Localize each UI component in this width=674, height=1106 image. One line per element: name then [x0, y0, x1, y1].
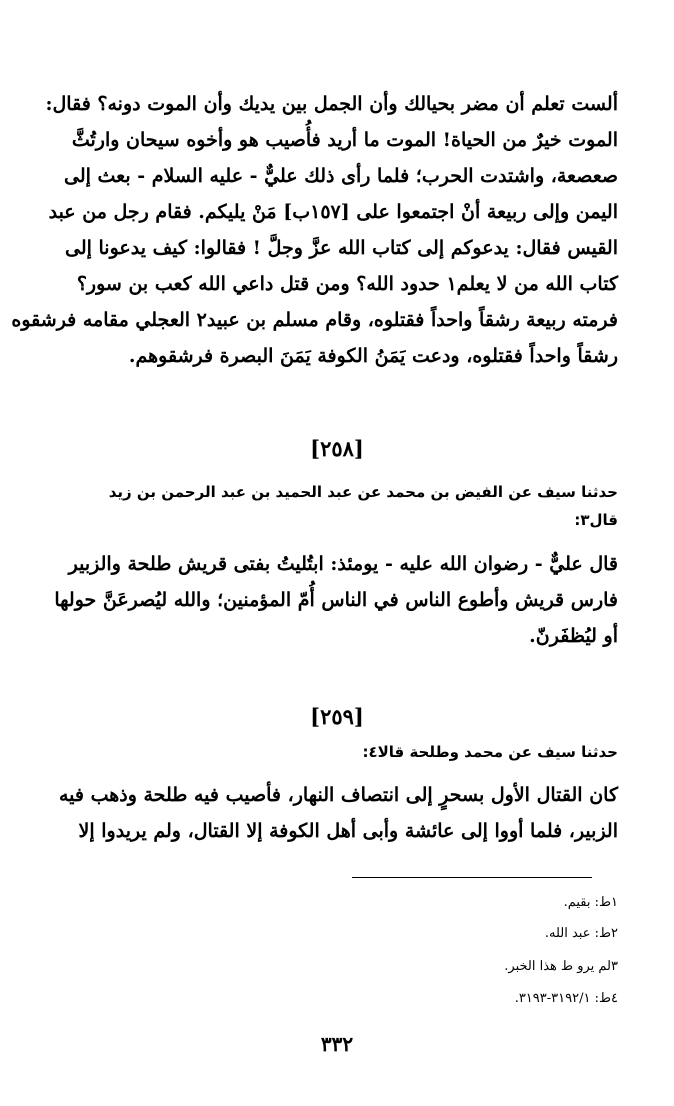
text-line: القيس فقال: يدعوكم إلى كتاب الله عزَّ وجلَّ ! فقالوا: كيف يدعونا إلى [64, 237, 618, 259]
footnote-4: ٤ط: ٣١٩٢/١-٣١٩٣. [514, 991, 618, 1006]
text-line: كان القتال الأول بسحرٍ إلى انتصاف النهار، فأصيب فيه طلحة وذهب فيه [58, 784, 618, 806]
text-line: رشقاً واحداً فقتلوه، ودعت يَمَنُ الكوفة يَمَنَ البصرة فرشقوهم. [128, 345, 618, 367]
section-heading-258: [٢٥٨] [310, 436, 364, 461]
footnote-1: ١ط: بقيم. [563, 895, 618, 910]
section-258-text [48, 546, 618, 654]
isnad-259 [48, 738, 618, 766]
isnad-line: حدثنا سيف عن الفيض بن محمد عن عبد الحميد بن عبد الرحمن بن زيد [108, 483, 618, 501]
section-heading-259: [٢٥٩] [310, 704, 364, 729]
text-line: أو ليُظفَرنّ. [529, 625, 618, 647]
page-number: ٣٣٢ [320, 1032, 354, 1056]
body-paragraph [11, 86, 618, 374]
text-line: الزبير، فلما أووا إلى عائشة وأبى أهل الكوفة إلا القتال، ولم يريدوا إلا [78, 820, 618, 842]
section-259-text [48, 777, 618, 849]
isnad-258 [48, 478, 618, 534]
text-line: صعصعة، واشتدت الحرب؛ فلما رأى ذلك عليٌّ - عليه السلام - بعث إلى [64, 165, 618, 187]
text-line: فارس قريش وأطوع الناس في الناس أُمّ المؤمنين؛ والله ليُصرعَنَّ حولها [54, 589, 618, 611]
isnad-line: قال٣: [574, 511, 618, 529]
text-line: اليمن وإلى ربيعة أنْ اجتمعوا على [١٥٧ب] مَنْ يليكم. فقام رجل من عبد [48, 201, 618, 223]
text-line: كتاب الله من لا يعلم١ حدود الله؟ ومن قتل داعي الله كعب بن سور؟ [76, 273, 618, 295]
footnote-3: ٣لم يرو ط هذا الخبر. [504, 959, 618, 974]
text-line: ألست تعلم أن مضر بحيالك وأن الجمل بين يديك وأن الموت دونه؟ فقال: [45, 93, 618, 115]
footnote-divider [352, 877, 592, 878]
text-line: قال عليٌّ - رضوان الله عليه - يومئذ: ابتُليتُ بفتى قريش طلحة والزبير [68, 553, 618, 575]
text-line: الموت خيرٌ من الحياة! الموت ما أريد فأُصيب هو وأخوه سيحان وارتُثَّ [71, 129, 618, 151]
footnote-2: ٢ط: عبد الله. [544, 926, 618, 941]
isnad-line: حدثنا سيف عن محمد وطلحة قالا٤: [362, 743, 618, 761]
text-line: فرمته ربيعة رشقاً واحداً فقتلوه، وقام مسلم بن عبيد٢ العجلي مقامه فرشقوه [11, 309, 618, 331]
